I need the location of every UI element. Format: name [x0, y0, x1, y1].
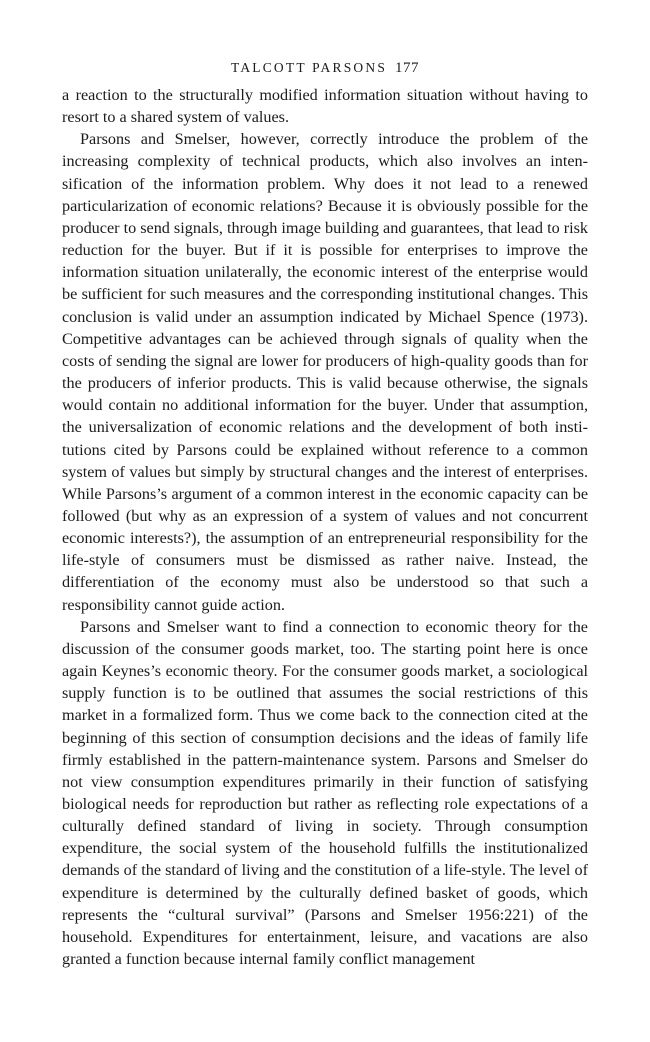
- paragraph: a reaction to the structurally modified information situation without having to resort to a shared system of values.: [62, 86, 588, 127]
- running-head: [62, 58, 588, 84]
- running-title: TALCOTT PARSONS: [230, 60, 388, 75]
- paragraph: Parsons and Smelser want to find a connection to economic theory for the discussion of the consumer goods market, too. The starting point here is once again Keynes’s economic theory. For the consumer goods market, a sociological supply function is to be outlined that assumes the social restrictions of this market in a formalized form. Thus we come back to the connection cited at the beginning of this section of consumption decisions and the ideas of family life firmly established in the pattern-maintenance system. Parsons and Smelser do not view consumption expenditures primarily in their function of satisfying biological needs for reproduction but rather as reflecting role expectations of a culturally defined standard of living in society. Through consumption expenditure, the social system of the household fulfills the institutionalized demands of the standard of living and the constitution of a life-style. The level of expenditure is determined by the culturally defined basket of goods, which represents the “cultural survival” (Parsons and Smelser 1956:221) of the household. Expenditures for entertainment, leisure, and vacations are also granted a function because internal family conflict management: [62, 617, 588, 969]
- paragraph: Parsons and Smelser, however, correctly introduce the problem of the increasing complexity of technical products, which also involves an intensification of the information problem. Why does it not lead to a renewed particularization of economic relations? Because it is obviously possible for the producer to send signals, through image building and guarantees, that lead to risk reduction for the buyer. But if it is possible for enterprises to improve the information situation unilaterally, the economic interest of the enterprise would be sufficient for such measures and the corresponding institutional changes. This conclusion is valid under an assumption indicated by Michael Spence (1973). Competitive advantages can be achieved through signals of quality when the costs of sending the signal are lower for producers of high-quality goods than for the producers of inferior products. This is valid because otherwise, the signals would contain no additional information for the buyer. Under that assumption, the universalization of economic relations and the development of both institutions cited by Parsons could be explained without reference to a common system of values but simply by structural changes and the interest of enterprises. While Parsons’s argument of a common interest in the economic capacity can be followed (but why as an expression of a system of values and not concurrent economic interests?), the assumption of an entrepreneurial responsibility for the life-style of consumers must be dismissed as rather naive. Instead, the differentiation of the economy must also be understood so that such a responsibility cannot guide action.: [62, 130, 588, 614]
- book-page: [62, 58, 588, 970]
- body-text: [62, 84, 588, 970]
- page-number: 177: [395, 60, 420, 76]
